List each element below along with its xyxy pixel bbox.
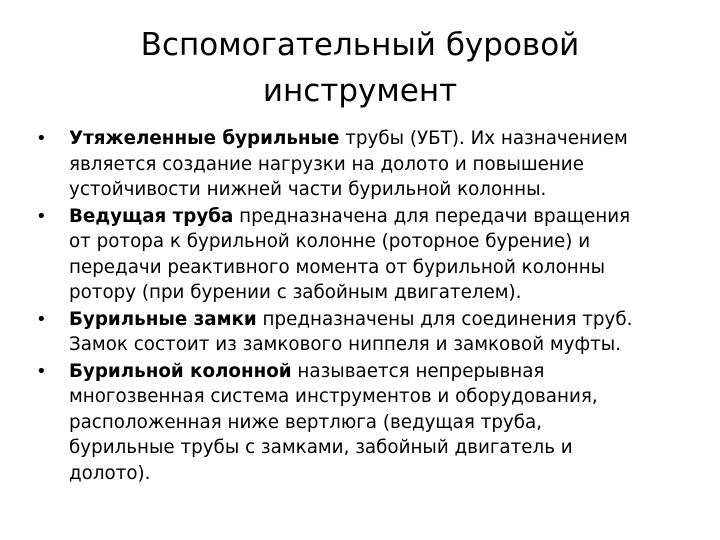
slide-title [90, 22, 630, 114]
bullet-text-line [69, 307, 696, 333]
bullet-text-line [69, 359, 696, 385]
bullet-term: Ведущая труба [69, 205, 234, 227]
bullet-text: трубы (УБТ). Их назначением [339, 128, 628, 149]
bullet-text: устойчивости нижней части бурильной колонны. [69, 179, 547, 200]
bullet-term: Бурильной колонной [69, 360, 292, 382]
bullet-dot-icon: • [36, 360, 47, 382]
bullet-item [36, 204, 696, 306]
bullet-text-line [69, 410, 696, 436]
bullet-item [36, 126, 696, 203]
bullet-text: многозвенная система инструментов и оборудования, [69, 386, 598, 407]
bullet-item [36, 307, 696, 358]
slide-title-line-2: инструмент [262, 73, 458, 109]
bullet-dot-icon: • [36, 205, 47, 227]
bullet-text-line [69, 332, 696, 358]
bullet-text-line [69, 126, 696, 152]
bullet-text-line [69, 280, 696, 306]
bullet-text: Замок состоит из замкового ниппеля и замковой муфты. [69, 334, 622, 355]
bullet-term: Бурильные замки [69, 308, 257, 330]
bullet-term: Утяжеленные бурильные [69, 128, 340, 149]
bullet-text-line [69, 461, 696, 487]
bullet-text-line [69, 177, 696, 203]
bullet-dot-icon: • [36, 308, 47, 330]
bullet-text: расположенная ниже вертлюга (ведущая труба, [69, 411, 543, 433]
slide-title-line-1: Вспомогательный буровой [140, 27, 580, 63]
bullet-text: передачи реактивного момента от бурильной колонны [69, 256, 606, 278]
bullet-text: предназначены для соединения труб. [256, 308, 633, 330]
bullet-text-line [69, 229, 696, 255]
bullet-list [36, 126, 696, 487]
bullet-text: является создание нагрузки на долото и повышение [69, 153, 584, 175]
bullet-text-line [69, 384, 696, 410]
bullet-text-line [69, 255, 696, 281]
bullet-text: от ротора к бурильной колонне (роторное бурение) и [69, 231, 591, 252]
bullet-text: бурильные трубы с замками, забойный двигатель и [69, 437, 573, 458]
bullet-item [36, 359, 696, 487]
bullet-text-line [69, 435, 696, 461]
bullet-text: называется непрерывная [291, 360, 545, 382]
bullet-text-line [69, 152, 696, 178]
bullet-text: долото). [69, 462, 151, 484]
bullet-dot-icon: • [36, 128, 47, 149]
bullet-text-line [69, 204, 696, 230]
bullet-text: ротору (при бурении с забойным двигателем). [69, 282, 522, 303]
bullet-text: предназначена для передачи вращения [233, 205, 631, 227]
